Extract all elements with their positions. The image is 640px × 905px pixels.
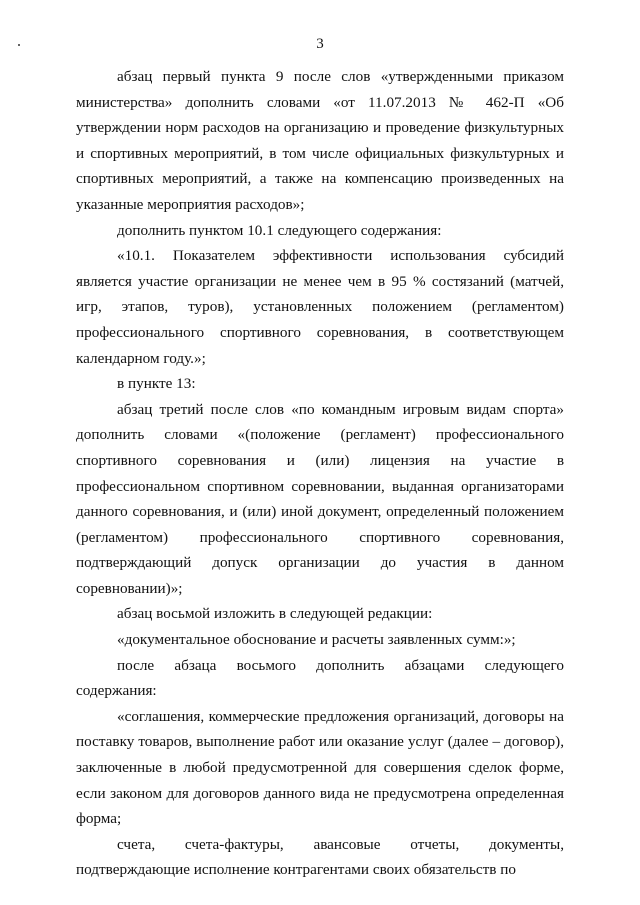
paragraph-amend-clause-9: абзац первый пункта 9 после слов «утвержденными приказом министерства» дополнить словами «от 11.07.2013 № 462-П «Об утверждении норм расходов на организацию и проведение физкультурных и спортивных мероприятий, в том числе официальных физкультурных и спортивных мероприятий, а также на компенсацию произведенных на указанные мероприятия расходов»; bbox=[76, 68, 564, 213]
document-body bbox=[76, 64, 564, 883]
paragraph-documentation: «документальное обоснование и расчеты заявленных сумм:»; bbox=[117, 631, 516, 649]
paragraph-after-eighth: после абзаца восьмого дополнить абзацами следующего содержания: bbox=[76, 656, 564, 700]
paragraph-clause-10-1-text: «10.1. Показателем эффективности использования субсидий является участие организации не менее чем в 95 % состязаний (матчей, игр, этапов, туров), установленных положением (регламентом) профессионального спортивного соревнования, в соответствующем календарном году.»; bbox=[76, 247, 564, 367]
paragraph-add-clause-10-1: дополнить пунктом 10.1 следующего содержания: bbox=[117, 221, 442, 239]
paragraph-agreements: «соглашения, коммерческие предложения организаций, договоры на поставку товаров, выполнение работ или оказание услуг (далее – договор), заключенные в любой предусмотренной для совершения сделок форме, если законом для договоров данного вида не предусмотрена определенная форма; bbox=[76, 707, 564, 828]
paragraph-invoices: счета, счета-фактуры, авансовые отчеты, документы, подтверждающие исполнение контрагентами своих обязательств по bbox=[76, 835, 564, 879]
paragraph-in-clause-13: в пункте 13: bbox=[117, 375, 196, 393]
paragraph-third-subclause: абзац третий после слов «по командным игровым видам спорта» дополнить словами «(положение (регламент) профессионального спортивного соревнования и (или) лицензия на участие в профессиональном спортивном соревновании, выданная организаторами данного соревнования, и (или) иной документ, определенный положением (регламентом) профессионального спортивного соревнования, подтверждающий допуск организации до участия в данном соревновании)»; bbox=[76, 400, 564, 597]
paragraph-eighth-subclause: абзац восьмой изложить в следующей редакции: bbox=[117, 605, 433, 623]
page-number: 3 bbox=[316, 36, 324, 52]
